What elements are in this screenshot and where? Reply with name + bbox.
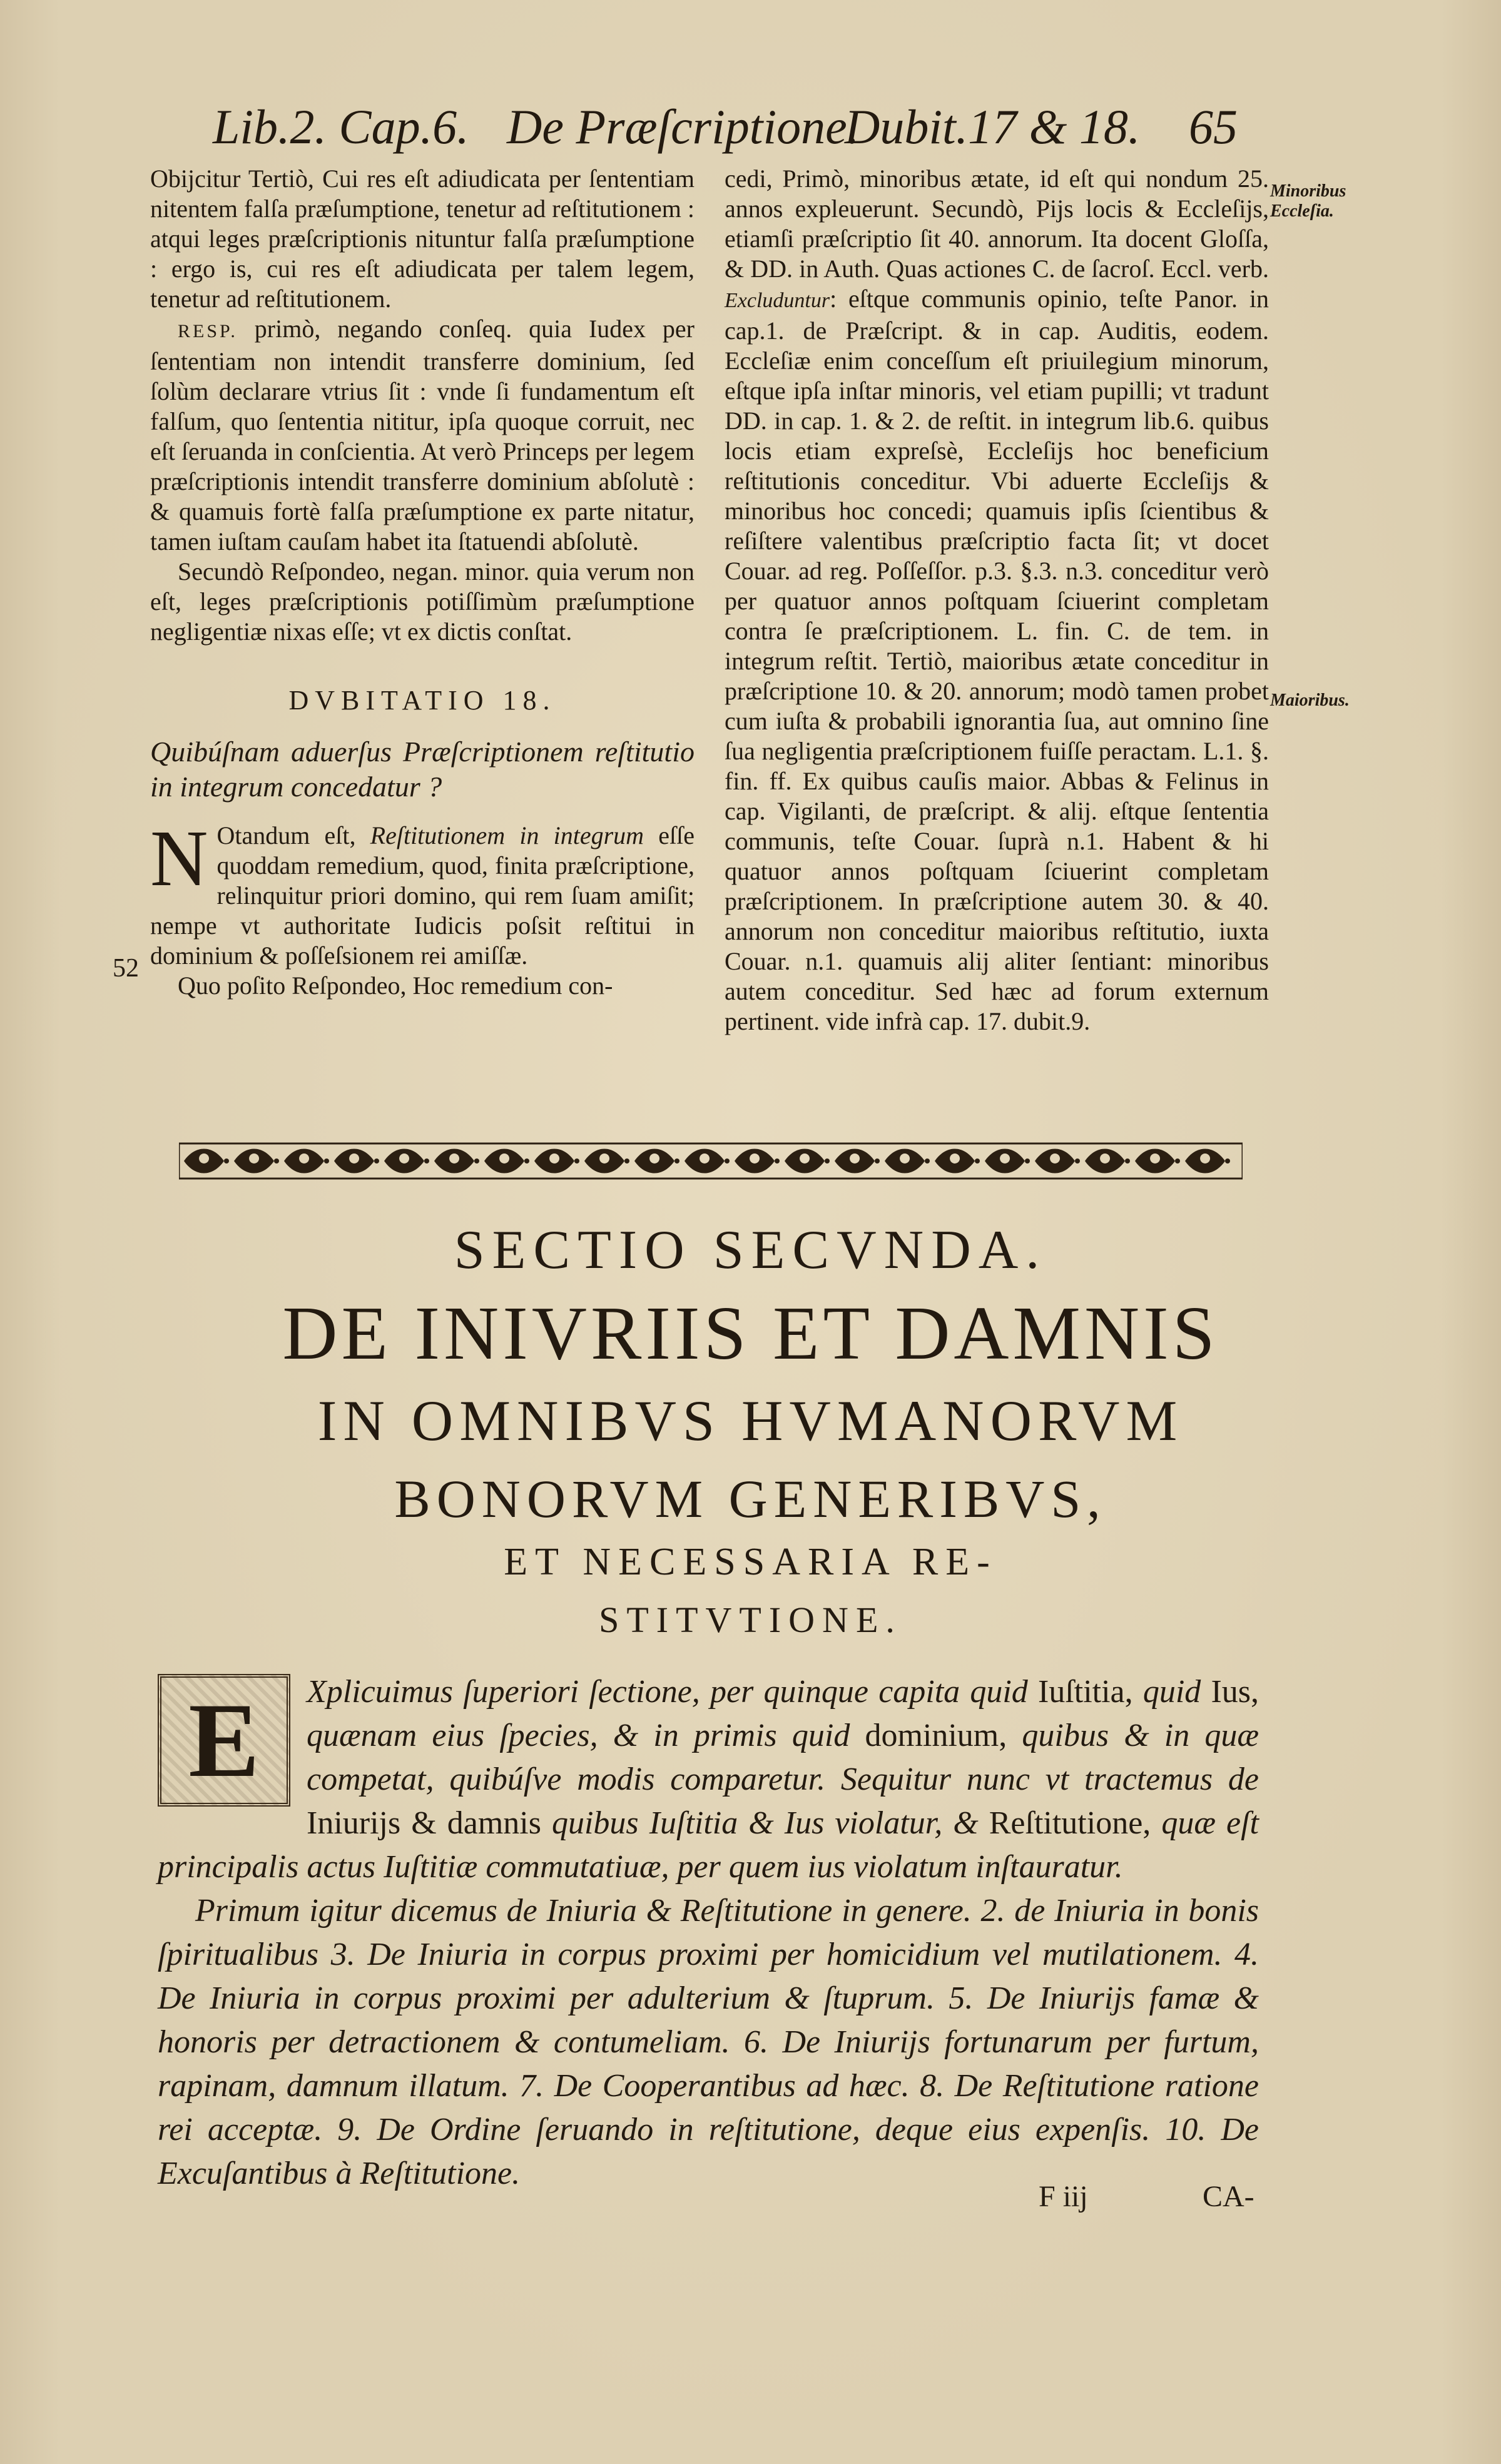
right-paragraph-1 (725, 164, 1269, 1037)
intro-j: quibus Iuſtitia & Ius violatur, & (551, 1805, 979, 1841)
ornament-motif (985, 1149, 1030, 1174)
ornament-motif (284, 1149, 329, 1174)
right-p1-italic: Excluduntur (725, 289, 830, 312)
ornament-motif (735, 1149, 780, 1174)
left-paragraph-1: Obijcitur Tertiò, Cui res eſt adiudicata per ſententiam nitentem falſa præſumptione, tenetur ad reſtitutionem : atqui leges præſcriptionis nituntur falſa præſumptione : ergo is, cui res eſt adiudicata per talem legem, tenetur ad reſtitutionem. (150, 165, 695, 313)
intro-i: damnis (447, 1805, 541, 1841)
section-title-line-5: STITVTIONE. (599, 1600, 902, 1640)
intro-paragraph (158, 1670, 1259, 1889)
dubitatio-heading: DVBITATIO 18. (288, 685, 556, 716)
left-paragraph-2 (150, 314, 695, 557)
ornament-motif (1085, 1149, 1130, 1174)
intro-b: Iuſtitia, (1038, 1674, 1133, 1710)
left-paragraph-3: Secundò Reſpondeo, negan. minor. quia verum non eſt, leges præſcriptionis potiſſimùm præſumptione negligentiæ nixas eſſe; vt ex dictis conſtat. (150, 557, 695, 646)
section-title-line-4: ET NECESSARIA RE- (504, 1541, 997, 1583)
running-header (213, 93, 1258, 161)
intro-h: Iniurijs & (307, 1805, 437, 1841)
signature-mark: F iij (1039, 2180, 1088, 2213)
ornament-motif (1135, 1149, 1180, 1174)
intro-a: Xplicuimus ſuperiori ſectione, per quinque capita quid (307, 1674, 1028, 1710)
dubitatio-question: Quibúſnam aduerſus Præſcriptionem reſtitutio in integrum concedatur ? (150, 736, 695, 803)
drop-cap-n: N (150, 814, 208, 903)
left-paragraph-5: Quo poſito Reſpondeo, Hoc remedium con- (178, 971, 613, 1000)
margin-note-maioribus: Maioribus. (1270, 691, 1350, 710)
margin-note-1b: Eccleſia. (1270, 201, 1334, 221)
ornament-motif (885, 1149, 930, 1174)
ornament-motif (334, 1149, 379, 1174)
right-column (725, 164, 1269, 1037)
ornament-motif (584, 1149, 629, 1174)
left-paragraph-4 (150, 814, 695, 971)
section-title-line-2: IN OMNIBVS HVMANORVM (317, 1389, 1184, 1453)
intro-f: dominium, (865, 1718, 1007, 1753)
ornament-motif (634, 1149, 679, 1174)
intro-g: quibus & in quæ competat, quibúſve modis comparetur. Sequitur nunc vt tractemus de (307, 1718, 1259, 1797)
left-column (150, 164, 695, 1001)
decorative-ornament-band (179, 1140, 1243, 1182)
intro-k: Reſtitutione, (989, 1805, 1151, 1841)
header-book-chapter: Lib.2. Cap.6. (213, 99, 469, 154)
margin-note-1a: Minoribus (1270, 181, 1346, 201)
section-title-line-3: BONORVM GENERIBVS, (394, 1469, 1107, 1529)
intro-l: quæ eſt principalis actus Iuſtitiæ commutatiuæ, per quem ius violatum inſtauratur. (158, 1805, 1259, 1885)
header-dubitatio: Dubit.17 & 18. (845, 99, 1141, 154)
ornament-motif (234, 1149, 279, 1174)
p4-italic: Reſtitutionem in integrum (370, 821, 644, 849)
p4-lead: Otandum eſt, (216, 821, 356, 849)
catchword: CA- (1203, 2180, 1254, 2213)
intro-d: Ius, (1211, 1674, 1259, 1710)
intro-e: quænam eius ſpecies, & in primis quid (307, 1718, 850, 1753)
margin-note-minoribus (1270, 181, 1346, 221)
ornament-motif (835, 1149, 880, 1174)
ornament-motif (1035, 1149, 1080, 1174)
ornament-motif (434, 1149, 479, 1174)
ornament-motif (384, 1149, 429, 1174)
decorated-initial-e: E (158, 1674, 290, 1807)
right-p1-text: cedi, Primò, minoribus ætate, id eſt qui nondum 25. annos expleuerunt. Secundò, Pijs locis & Eccleſijs, etiamſi præſcriptio ſit 40. annorum. Ita docent Gloſſa, & DD. in Auth. Quas actiones C. de ſacroſ. Eccl. verb. (725, 165, 1269, 283)
section-introduction (158, 1670, 1259, 2196)
ornament-motif (785, 1149, 830, 1174)
header-title: De Præſcriptione. (507, 99, 860, 154)
right-p1b-text: : eſtque communis opinio, teſte Panor. in cap.1. de Præſcript. & in cap. Auditis, eodem. Eccleſiæ enim conceſſum eſt priuilegium minorum, eſtque ipſa inſtar minoris, vel etiam pupilli; vt tradunt DD. in cap. 1. & 2. de reſtit. in integrum lib.6. quibus locis etiam expreſsè, Eccleſijs hoc beneficium reſtitutionis conceditur. Vbi aduerte Eccleſijs & minoribus hoc concedi; quamuis ipſis ſcientibus & reſiſtere valentibus præſcriptio facta ſit; vt docet Couar. ad reg. Poſſeſſor. p.3. §.3. n.3. conceditur verò per quatuor annos poſtquam ſciuerint completam contra ſe præſcriptionem. L. fin. C. de tem. in integrum reſtit. Tertiò, maioribus ætate conceditur in præſcriptione 10. & 20. annorum; modò tamen probet cum iuſta & probabili ignorantia ſua, aut omnino ſine ſua negligentia præſcriptionem fuiſſe peractam. L.1. §. fin. ff. Ex quibus cauſis maior. Abbas & Felinus in cap. Vigilanti, de præſcript. & alij. eſtque ſententia communis, teſte Couar. ſuprà n.1. Habent & hi quatuor annos poſtquam ſciuerint completam præſcriptionem. In præſcriptione autem 30. & 40. annorum non conceditur maioribus reſtitutio, iuxta Couar. n.1. quamuis alij aliter ſentiant: minoribus autem conceditur. Sed hæc ad forum externum pertinent. vide infrà cap. 17. dubit.9. (725, 285, 1269, 1035)
ornament-motif (684, 1149, 730, 1174)
ornament-motif (935, 1149, 980, 1174)
intro-chapter-list: Primum igitur dicemus de Iniuria & Reſtitutione in genere. 2. de Iniuria in bonis ſpiritualibus 3. De Iniuria in corpus proximi per homicidium vel mutilationem. 4. De Iniuria in corpus proximi per adulterium & ſtuprum. 5. De Iniurijs famæ & honoris per detractionem & contumeliam. 6. De Iniurijs fortunarum per furtum, rapinam, damnum illatum. 7. De Cooperantibus ad hæc. 8. De Reſtitutione ratione rei acceptæ. 9. De Ordine ſeruando in reſtitutione, deque eius expenſis. 10. De Excuſantibus à Reſtitutione. (158, 1893, 1259, 2191)
section-title-line-1: DE INIVRIIS ET DAMNIS (282, 1291, 1219, 1376)
left-paragraph-2-text: primò, negando conſeq. quia Iudex per ſententiam non intendit transferre dominium, ſed ſolùm declarare vtrius ſit : vnde ſi fundamentum eſt falſum, quo ſententia nititur, ipſa quoque corruit, nec eſt ſeruanda in conſcientia. At verò Princeps per legem præſcriptionis intendit transferre dominium abſolutè : & quamuis fortè falſa præſumptione ex parte nitatur, tamen iuſtam cauſam habet ita ſtatuendi abſolutè. (150, 315, 695, 555)
ornament-motif (534, 1149, 579, 1174)
intro-c: quid (1142, 1674, 1201, 1710)
ornament-motif (484, 1149, 529, 1174)
section-label: SECTIO SECVNDA. (454, 1220, 1047, 1280)
resp-lead: RESP. (178, 321, 238, 342)
margin-number: 52 (113, 954, 139, 983)
ornament-motif (184, 1149, 229, 1174)
page-number: 65 (1189, 99, 1238, 154)
ornament-motif (1185, 1149, 1230, 1174)
p4-text: eſſe quoddam remedium, quod, finita præſcriptione, relinquitur priori domino, qui rem ſuam amiſit; nempe vt authoritate Iudicis poſsit reſtitui in dominium & poſſeſsionem rei amiſſæ. (150, 821, 695, 970)
